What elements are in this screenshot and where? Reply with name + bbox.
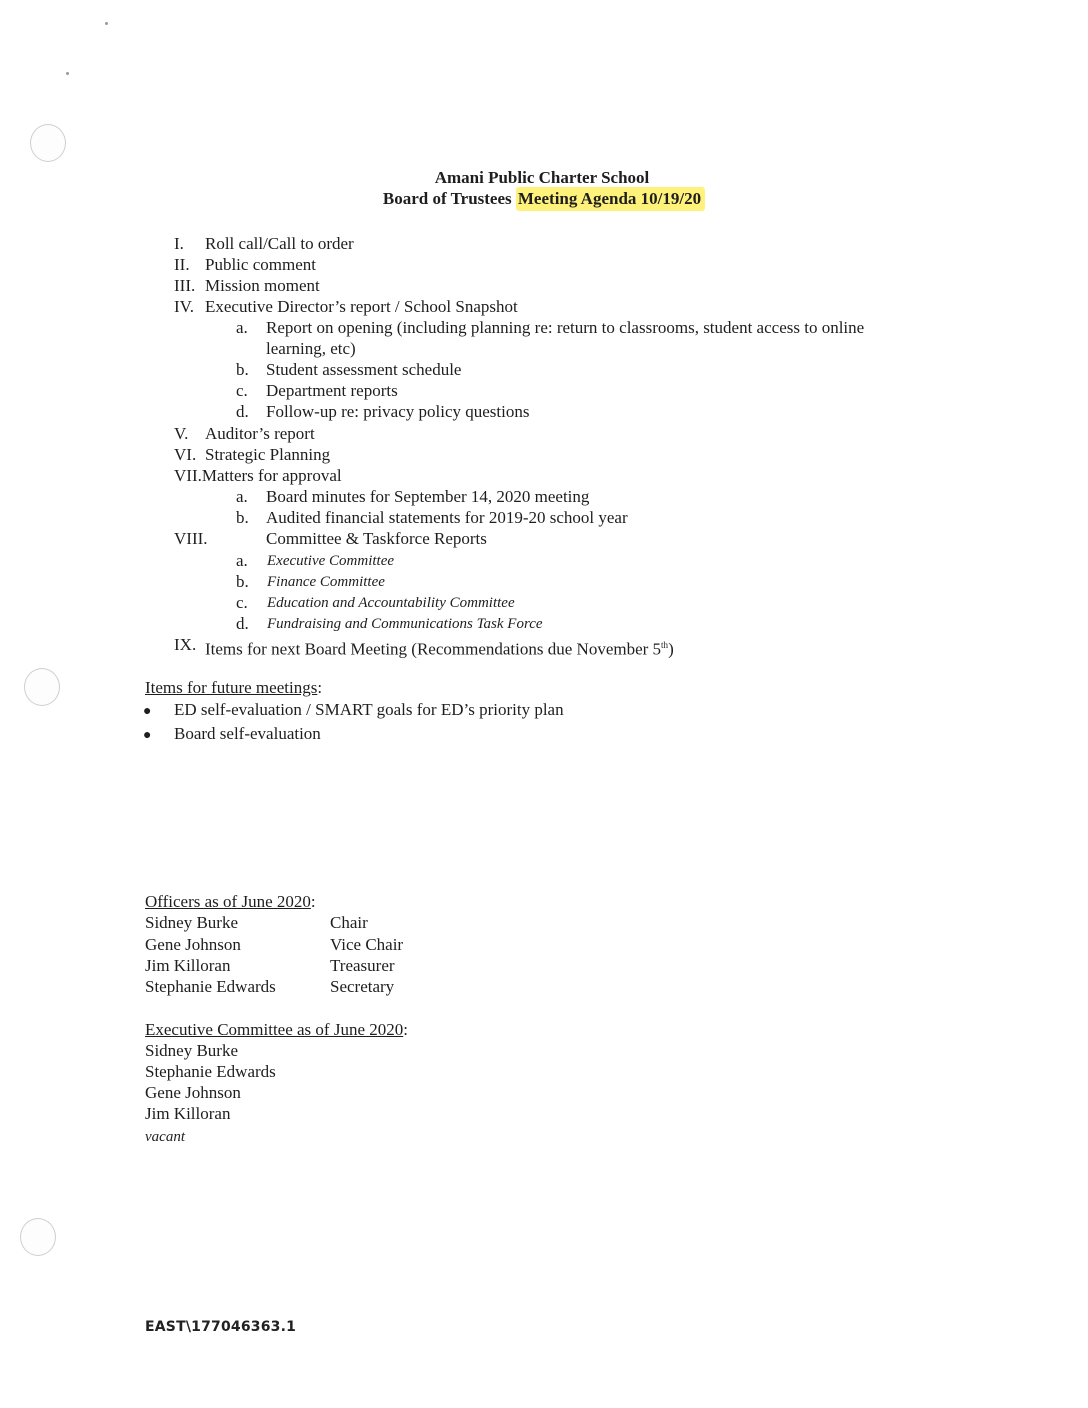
agenda-item-number: II. — [174, 255, 190, 274]
officer-name: Sidney Burke — [145, 913, 239, 932]
exec-committee-member: Sidney Burke — [145, 1041, 239, 1060]
officer-row — [145, 977, 395, 997]
agenda-title-highlighted: Meeting Agenda 10/19/20 — [516, 187, 705, 211]
subitem-letter: b. — [236, 572, 249, 591]
officer-name: Gene Johnson — [145, 935, 241, 954]
subitem-letter: a. — [236, 318, 248, 337]
officer-row — [145, 935, 404, 955]
future-meeting-item: ED self-evaluation / SMART goals for ED’s priority plan — [174, 700, 564, 719]
officer-role: Vice Chair — [330, 935, 404, 954]
officer-row — [145, 913, 368, 933]
officer-name: Jim Killoran — [145, 956, 231, 975]
subitem-letter: a. — [236, 487, 248, 506]
subitem-text: Executive Committee — [267, 553, 395, 569]
officers-heading: Officers as of June 2020: — [145, 892, 316, 911]
agenda-item-number: V. — [174, 424, 189, 443]
exec-committee-member: Stephanie Edwards — [145, 1062, 276, 1081]
subitem-letter: d. — [236, 614, 249, 633]
exec-committee-member: Jim Killoran — [145, 1104, 231, 1123]
agenda-item-text: Auditor’s report — [205, 424, 315, 443]
exec-committee-vacant: vacant — [145, 1129, 185, 1145]
agenda-item-number: VII. — [174, 466, 202, 485]
officer-role: Treasurer — [330, 956, 395, 975]
officer-row — [145, 956, 395, 976]
punch-hole — [24, 668, 60, 706]
subitem-letter: c. — [236, 381, 248, 400]
agenda-item-text: Executive Director’s report / School Snapshot — [205, 297, 518, 316]
future-meeting-item: Board self-evaluation — [174, 724, 321, 743]
agenda-item-text-tail: ) — [668, 639, 674, 659]
agenda-item-text: Committee & Taskforce Reports — [266, 529, 487, 548]
subitem-text: Board minutes for September 14, 2020 meeting — [266, 487, 590, 506]
officer-name: Stephanie Edwards — [145, 977, 276, 996]
agenda-item-text — [205, 635, 674, 660]
punch-hole — [30, 124, 66, 162]
subitem-letter: c. — [236, 593, 248, 612]
officer-role: Chair — [330, 913, 368, 932]
punch-hole — [20, 1218, 56, 1256]
subitem-text: Audited financial statements for 2019-20 school year — [266, 508, 628, 527]
agenda-item-text: Mission moment — [205, 276, 320, 295]
agenda-item-text: Public comment — [205, 255, 316, 274]
subitem-continuation: learning, etc) — [266, 339, 356, 358]
agenda-item-text: Roll call/Call to order — [205, 234, 354, 253]
agenda-item-number: VI. — [174, 445, 197, 464]
agenda-item-number: I. — [174, 234, 184, 253]
officer-role: Secretary — [330, 977, 395, 996]
exec-committee-heading: Executive Committee as of June 2020: — [145, 1020, 408, 1039]
agenda-item-text-main: Items for next Board Meeting (Recommendations due November 5 — [205, 639, 662, 659]
subitem-letter: b. — [236, 360, 249, 379]
subitem-text: Report on opening (including planning re: return to classrooms, student access to online — [266, 318, 865, 337]
document-id-footer: EAST\177046363.1 — [145, 1319, 297, 1335]
subitem-letter: a. — [236, 551, 248, 570]
subitem-text: Fundraising and Communications Task Force — [267, 616, 543, 632]
agenda-title-prefix: Board of Trustees — [382, 189, 516, 208]
agenda-title — [0, 189, 1088, 209]
agenda-item-text: Matters for approval — [201, 466, 342, 485]
agenda-item-number: IV. — [174, 297, 194, 316]
agenda-item-number: IX. — [174, 635, 197, 654]
agenda-item-text: Strategic Planning — [205, 445, 331, 464]
exec-committee-member: Gene Johnson — [145, 1083, 241, 1102]
subitem-text: Finance Committee — [267, 574, 385, 590]
agenda-item — [174, 466, 342, 486]
future-meetings-heading: Items for future meetings: — [145, 678, 323, 697]
agenda-item-number: VIII. — [174, 529, 208, 548]
subitem-letter: b. — [236, 508, 249, 527]
ordinal-suffix: th — [661, 640, 669, 650]
subitem-text: Student assessment schedule — [266, 360, 462, 379]
subitem-letter: d. — [236, 402, 249, 421]
agenda-item-number: III. — [174, 276, 196, 295]
school-name: Amani Public Charter School — [434, 168, 650, 187]
scan-speck — [105, 22, 108, 25]
subitem-text: Department reports — [266, 381, 398, 400]
subitem-text: Follow-up re: privacy policy questions — [266, 402, 530, 421]
scan-speck — [66, 72, 69, 75]
bullet-icon: ● — [143, 728, 152, 743]
subitem-text: Education and Accountability Committee — [267, 595, 515, 611]
bullet-icon: ● — [143, 704, 152, 719]
